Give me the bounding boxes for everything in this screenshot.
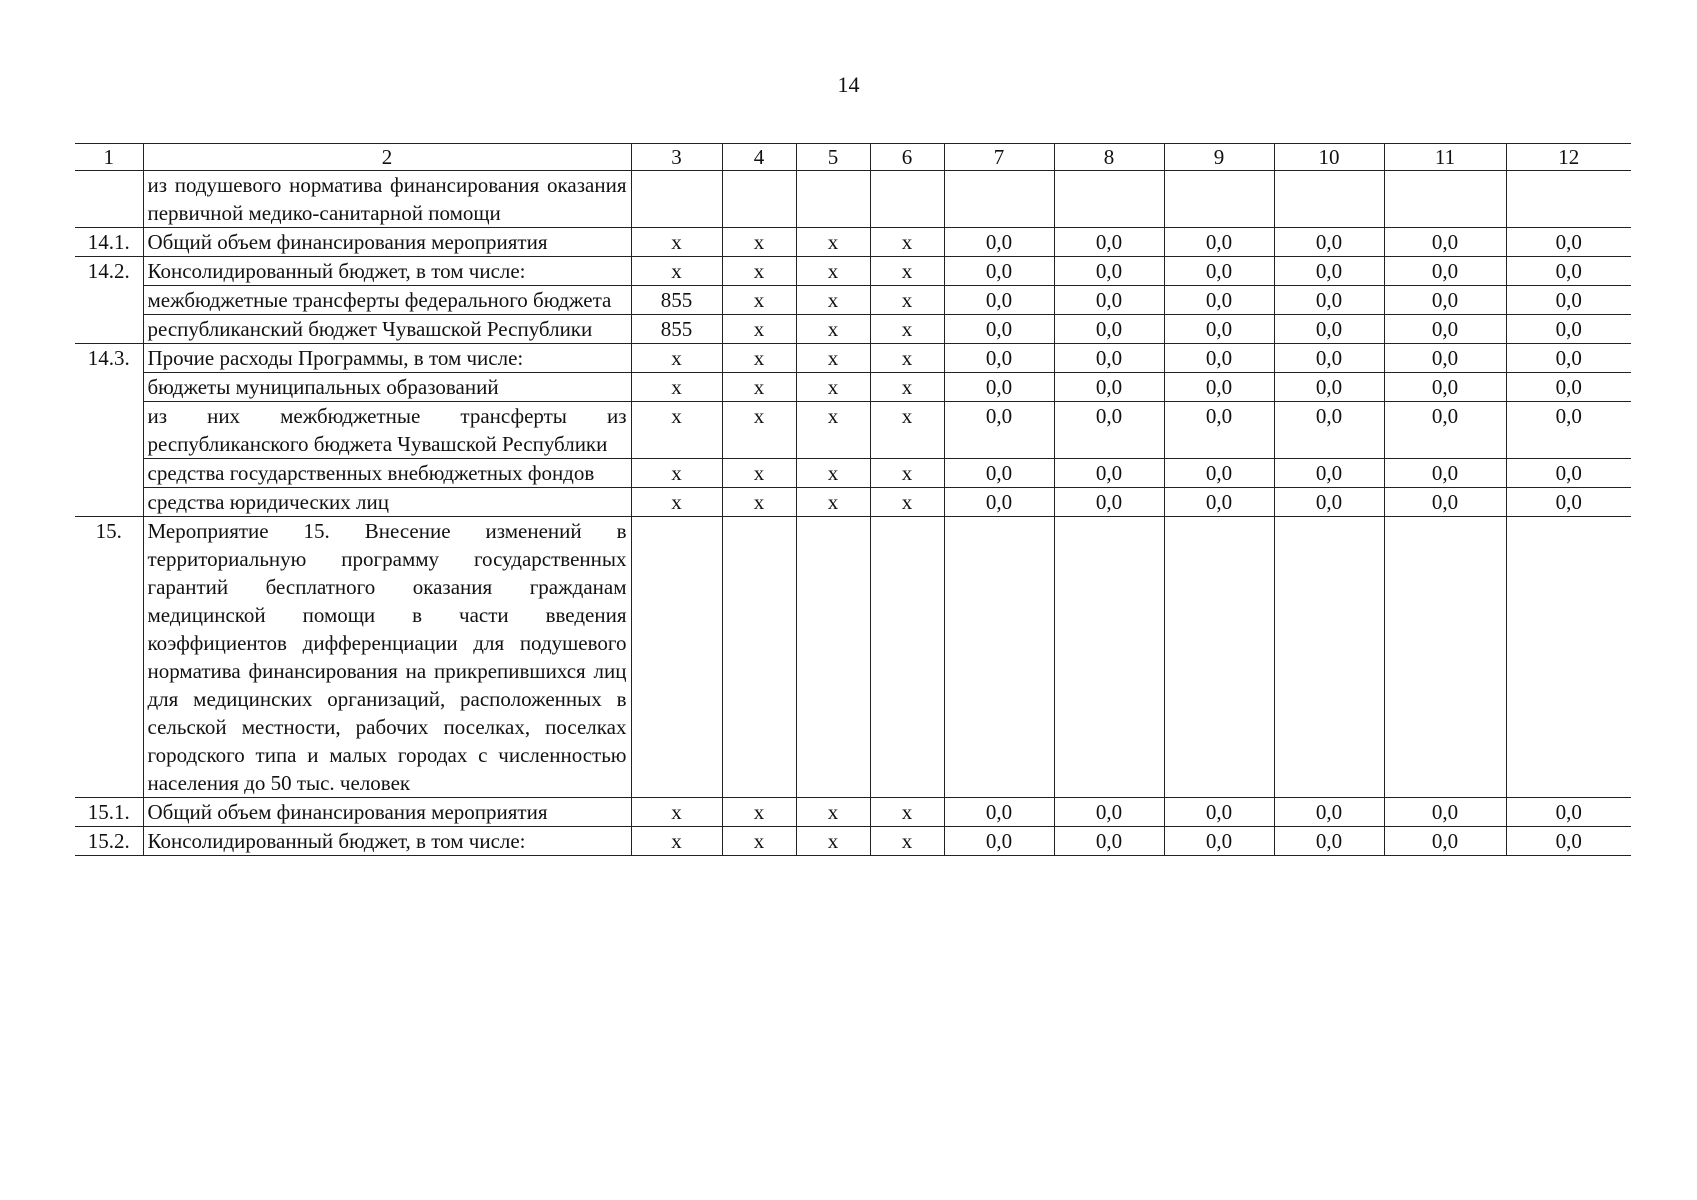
header-cell: 3: [631, 144, 722, 171]
value-cell: [870, 517, 944, 798]
row-number: 15.2.: [75, 827, 143, 856]
value-cell: 0,0: [944, 488, 1054, 517]
value-cell: х: [722, 228, 796, 257]
value-cell: 0,0: [1384, 228, 1506, 257]
value-cell: 0,0: [1054, 459, 1164, 488]
row-number: [75, 488, 143, 517]
value-cell: 0,0: [944, 315, 1054, 344]
value-cell: 0,0: [944, 402, 1054, 459]
value-cell: х: [722, 344, 796, 373]
row-number: 14.1.: [75, 228, 143, 257]
value-cell: х: [631, 228, 722, 257]
value-cell: 0,0: [1506, 459, 1631, 488]
page-number: 14: [837, 72, 860, 97]
value-cell: 0,0: [1054, 344, 1164, 373]
row-number: [75, 402, 143, 459]
value-cell: х: [870, 228, 944, 257]
row-description: Прочие расходы Программы, в том числе:: [143, 344, 631, 373]
value-cell: [944, 171, 1054, 228]
value-cell: 0,0: [1054, 228, 1164, 257]
row-number: [75, 373, 143, 402]
value-cell: х: [631, 257, 722, 286]
value-cell: х: [796, 459, 870, 488]
value-cell: 0,0: [1274, 373, 1384, 402]
value-cell: 0,0: [1274, 344, 1384, 373]
header-cell: 9: [1164, 144, 1274, 171]
row-description: Консолидированный бюджет, в том числе:: [143, 257, 631, 286]
value-cell: 0,0: [1384, 257, 1506, 286]
row-description: Общий объем финансирования мероприятия: [143, 228, 631, 257]
row-number: 15.: [75, 517, 143, 798]
value-cell: 0,0: [1274, 798, 1384, 827]
value-cell: [796, 171, 870, 228]
value-cell: [1506, 171, 1631, 228]
value-cell: 0,0: [1384, 488, 1506, 517]
value-cell: 0,0: [1164, 315, 1274, 344]
header-cell: 10: [1274, 144, 1384, 171]
value-cell: 0,0: [1054, 798, 1164, 827]
value-cell: 0,0: [1164, 402, 1274, 459]
value-cell: 0,0: [1384, 798, 1506, 827]
value-cell: 0,0: [1274, 228, 1384, 257]
value-cell: 0,0: [1506, 286, 1631, 315]
value-cell: х: [870, 315, 944, 344]
row-description: Мероприятие 15. Внесение изменений в территориальную программу государственных гарантий бесплатного оказания гражданам медицинской помощи в части введения коэффициентов дифференциации для подушевого норматива финансирования на прикрепившихся лиц для медицинских организаций, расположенных в сельской местности, рабочих поселках, поселках городского типа и малых городах с численностью населения до 50 тыс. человек: [143, 517, 631, 798]
value-cell: 0,0: [1274, 488, 1384, 517]
value-cell: 0,0: [944, 286, 1054, 315]
value-cell: 0,0: [1054, 488, 1164, 517]
value-cell: х: [722, 827, 796, 856]
table-header-row: [75, 144, 1631, 171]
value-cell: 0,0: [1274, 402, 1384, 459]
value-cell: х: [870, 827, 944, 856]
value-cell: х: [631, 798, 722, 827]
value-cell: 0,0: [1506, 228, 1631, 257]
value-cell: 0,0: [1054, 257, 1164, 286]
table-row: [75, 798, 1631, 827]
value-cell: 0,0: [1164, 827, 1274, 856]
row-number: 14.3.: [75, 344, 143, 373]
value-cell: х: [796, 344, 870, 373]
row-number: [75, 171, 143, 228]
value-cell: [1274, 171, 1384, 228]
value-cell: х: [870, 402, 944, 459]
row-number: [75, 315, 143, 344]
value-cell: 0,0: [1164, 488, 1274, 517]
row-description: межбюджетные трансферты федерального бюджета: [143, 286, 631, 315]
value-cell: х: [796, 228, 870, 257]
value-cell: х: [796, 257, 870, 286]
row-description: республиканский бюджет Чувашской Республики: [143, 315, 631, 344]
table-row: [75, 171, 1631, 228]
header-cell: 5: [796, 144, 870, 171]
row-number: [75, 286, 143, 315]
value-cell: [1506, 517, 1631, 798]
row-description: из подушевого норматива финансирования оказания первичной медико-санитарной помощи: [143, 171, 631, 228]
value-cell: [1384, 517, 1506, 798]
value-cell: 0,0: [1274, 286, 1384, 315]
value-cell: 0,0: [1506, 798, 1631, 827]
table-row: [75, 315, 1631, 344]
budget-table: [75, 143, 1631, 856]
value-cell: х: [631, 373, 722, 402]
value-cell: х: [722, 373, 796, 402]
value-cell: х: [796, 798, 870, 827]
value-cell: [631, 171, 722, 228]
value-cell: 0,0: [1164, 798, 1274, 827]
value-cell: х: [796, 315, 870, 344]
value-cell: 0,0: [944, 373, 1054, 402]
value-cell: х: [796, 373, 870, 402]
table-row: [75, 488, 1631, 517]
value-cell: 0,0: [944, 344, 1054, 373]
value-cell: [1054, 171, 1164, 228]
value-cell: х: [631, 402, 722, 459]
table-row: [75, 257, 1631, 286]
table-row: [75, 286, 1631, 315]
value-cell: 0,0: [1054, 827, 1164, 856]
row-description: из них межбюджетные трансферты из республиканского бюджета Чувашской Республики: [143, 402, 631, 459]
row-number: 15.1.: [75, 798, 143, 827]
value-cell: 0,0: [1274, 257, 1384, 286]
value-cell: х: [722, 257, 796, 286]
row-description: средства государственных внебюджетных фондов: [143, 459, 631, 488]
value-cell: х: [870, 488, 944, 517]
value-cell: 0,0: [1384, 402, 1506, 459]
value-cell: х: [631, 459, 722, 488]
value-cell: х: [796, 488, 870, 517]
value-cell: х: [722, 286, 796, 315]
value-cell: х: [796, 286, 870, 315]
value-cell: 0,0: [1274, 827, 1384, 856]
value-cell: 0,0: [1506, 257, 1631, 286]
value-cell: 0,0: [1506, 488, 1631, 517]
value-cell: 0,0: [944, 228, 1054, 257]
value-cell: [722, 171, 796, 228]
header-cell: 12: [1506, 144, 1631, 171]
value-cell: 0,0: [944, 798, 1054, 827]
value-cell: [870, 171, 944, 228]
value-cell: 0,0: [1054, 373, 1164, 402]
value-cell: 0,0: [1054, 286, 1164, 315]
row-description: Консолидированный бюджет, в том числе:: [143, 827, 631, 856]
value-cell: 0,0: [1384, 286, 1506, 315]
value-cell: 0,0: [1506, 373, 1631, 402]
value-cell: [944, 517, 1054, 798]
value-cell: 0,0: [1384, 373, 1506, 402]
value-cell: х: [631, 827, 722, 856]
value-cell: [1274, 517, 1384, 798]
value-cell: [1164, 517, 1274, 798]
table-row: [75, 373, 1631, 402]
value-cell: 0,0: [1054, 402, 1164, 459]
value-cell: 0,0: [1506, 827, 1631, 856]
table-row: [75, 344, 1631, 373]
table-row: [75, 402, 1631, 459]
value-cell: х: [722, 488, 796, 517]
value-cell: х: [870, 459, 944, 488]
table-row: [75, 517, 1631, 798]
value-cell: х: [722, 459, 796, 488]
header-cell: 2: [143, 144, 631, 171]
row-description: Общий объем финансирования мероприятия: [143, 798, 631, 827]
header-cell: 4: [722, 144, 796, 171]
value-cell: 855: [631, 286, 722, 315]
header-cell: 8: [1054, 144, 1164, 171]
value-cell: х: [796, 402, 870, 459]
table-row: [75, 459, 1631, 488]
value-cell: 0,0: [1384, 344, 1506, 373]
value-cell: 0,0: [1506, 344, 1631, 373]
row-number: 14.2.: [75, 257, 143, 286]
value-cell: 0,0: [1164, 459, 1274, 488]
value-cell: х: [631, 488, 722, 517]
table-row: [75, 228, 1631, 257]
table-row: [75, 827, 1631, 856]
value-cell: х: [796, 827, 870, 856]
value-cell: 0,0: [1164, 373, 1274, 402]
value-cell: 0,0: [1164, 286, 1274, 315]
value-cell: [631, 517, 722, 798]
row-description: бюджеты муниципальных образований: [143, 373, 631, 402]
value-cell: х: [722, 402, 796, 459]
header-cell: 6: [870, 144, 944, 171]
value-cell: 0,0: [944, 827, 1054, 856]
value-cell: х: [870, 373, 944, 402]
header-cell: 11: [1384, 144, 1506, 171]
value-cell: х: [631, 344, 722, 373]
value-cell: 0,0: [1506, 402, 1631, 459]
value-cell: х: [870, 257, 944, 286]
value-cell: [1054, 517, 1164, 798]
value-cell: х: [870, 286, 944, 315]
value-cell: [796, 517, 870, 798]
value-cell: 0,0: [1054, 315, 1164, 344]
value-cell: [1164, 171, 1274, 228]
value-cell: 0,0: [1274, 459, 1384, 488]
value-cell: х: [722, 798, 796, 827]
value-cell: 0,0: [1164, 228, 1274, 257]
value-cell: х: [870, 344, 944, 373]
value-cell: [1384, 171, 1506, 228]
value-cell: 0,0: [1274, 315, 1384, 344]
value-cell: [722, 517, 796, 798]
header-cell: 7: [944, 144, 1054, 171]
value-cell: 0,0: [944, 257, 1054, 286]
value-cell: 0,0: [1384, 827, 1506, 856]
value-cell: х: [870, 798, 944, 827]
value-cell: 855: [631, 315, 722, 344]
header-cell: 1: [75, 144, 143, 171]
value-cell: 0,0: [1384, 459, 1506, 488]
value-cell: 0,0: [1384, 315, 1506, 344]
value-cell: 0,0: [1164, 344, 1274, 373]
value-cell: 0,0: [1506, 315, 1631, 344]
row-number: [75, 459, 143, 488]
value-cell: х: [722, 315, 796, 344]
row-description: средства юридических лиц: [143, 488, 631, 517]
value-cell: 0,0: [944, 459, 1054, 488]
value-cell: 0,0: [1164, 257, 1274, 286]
